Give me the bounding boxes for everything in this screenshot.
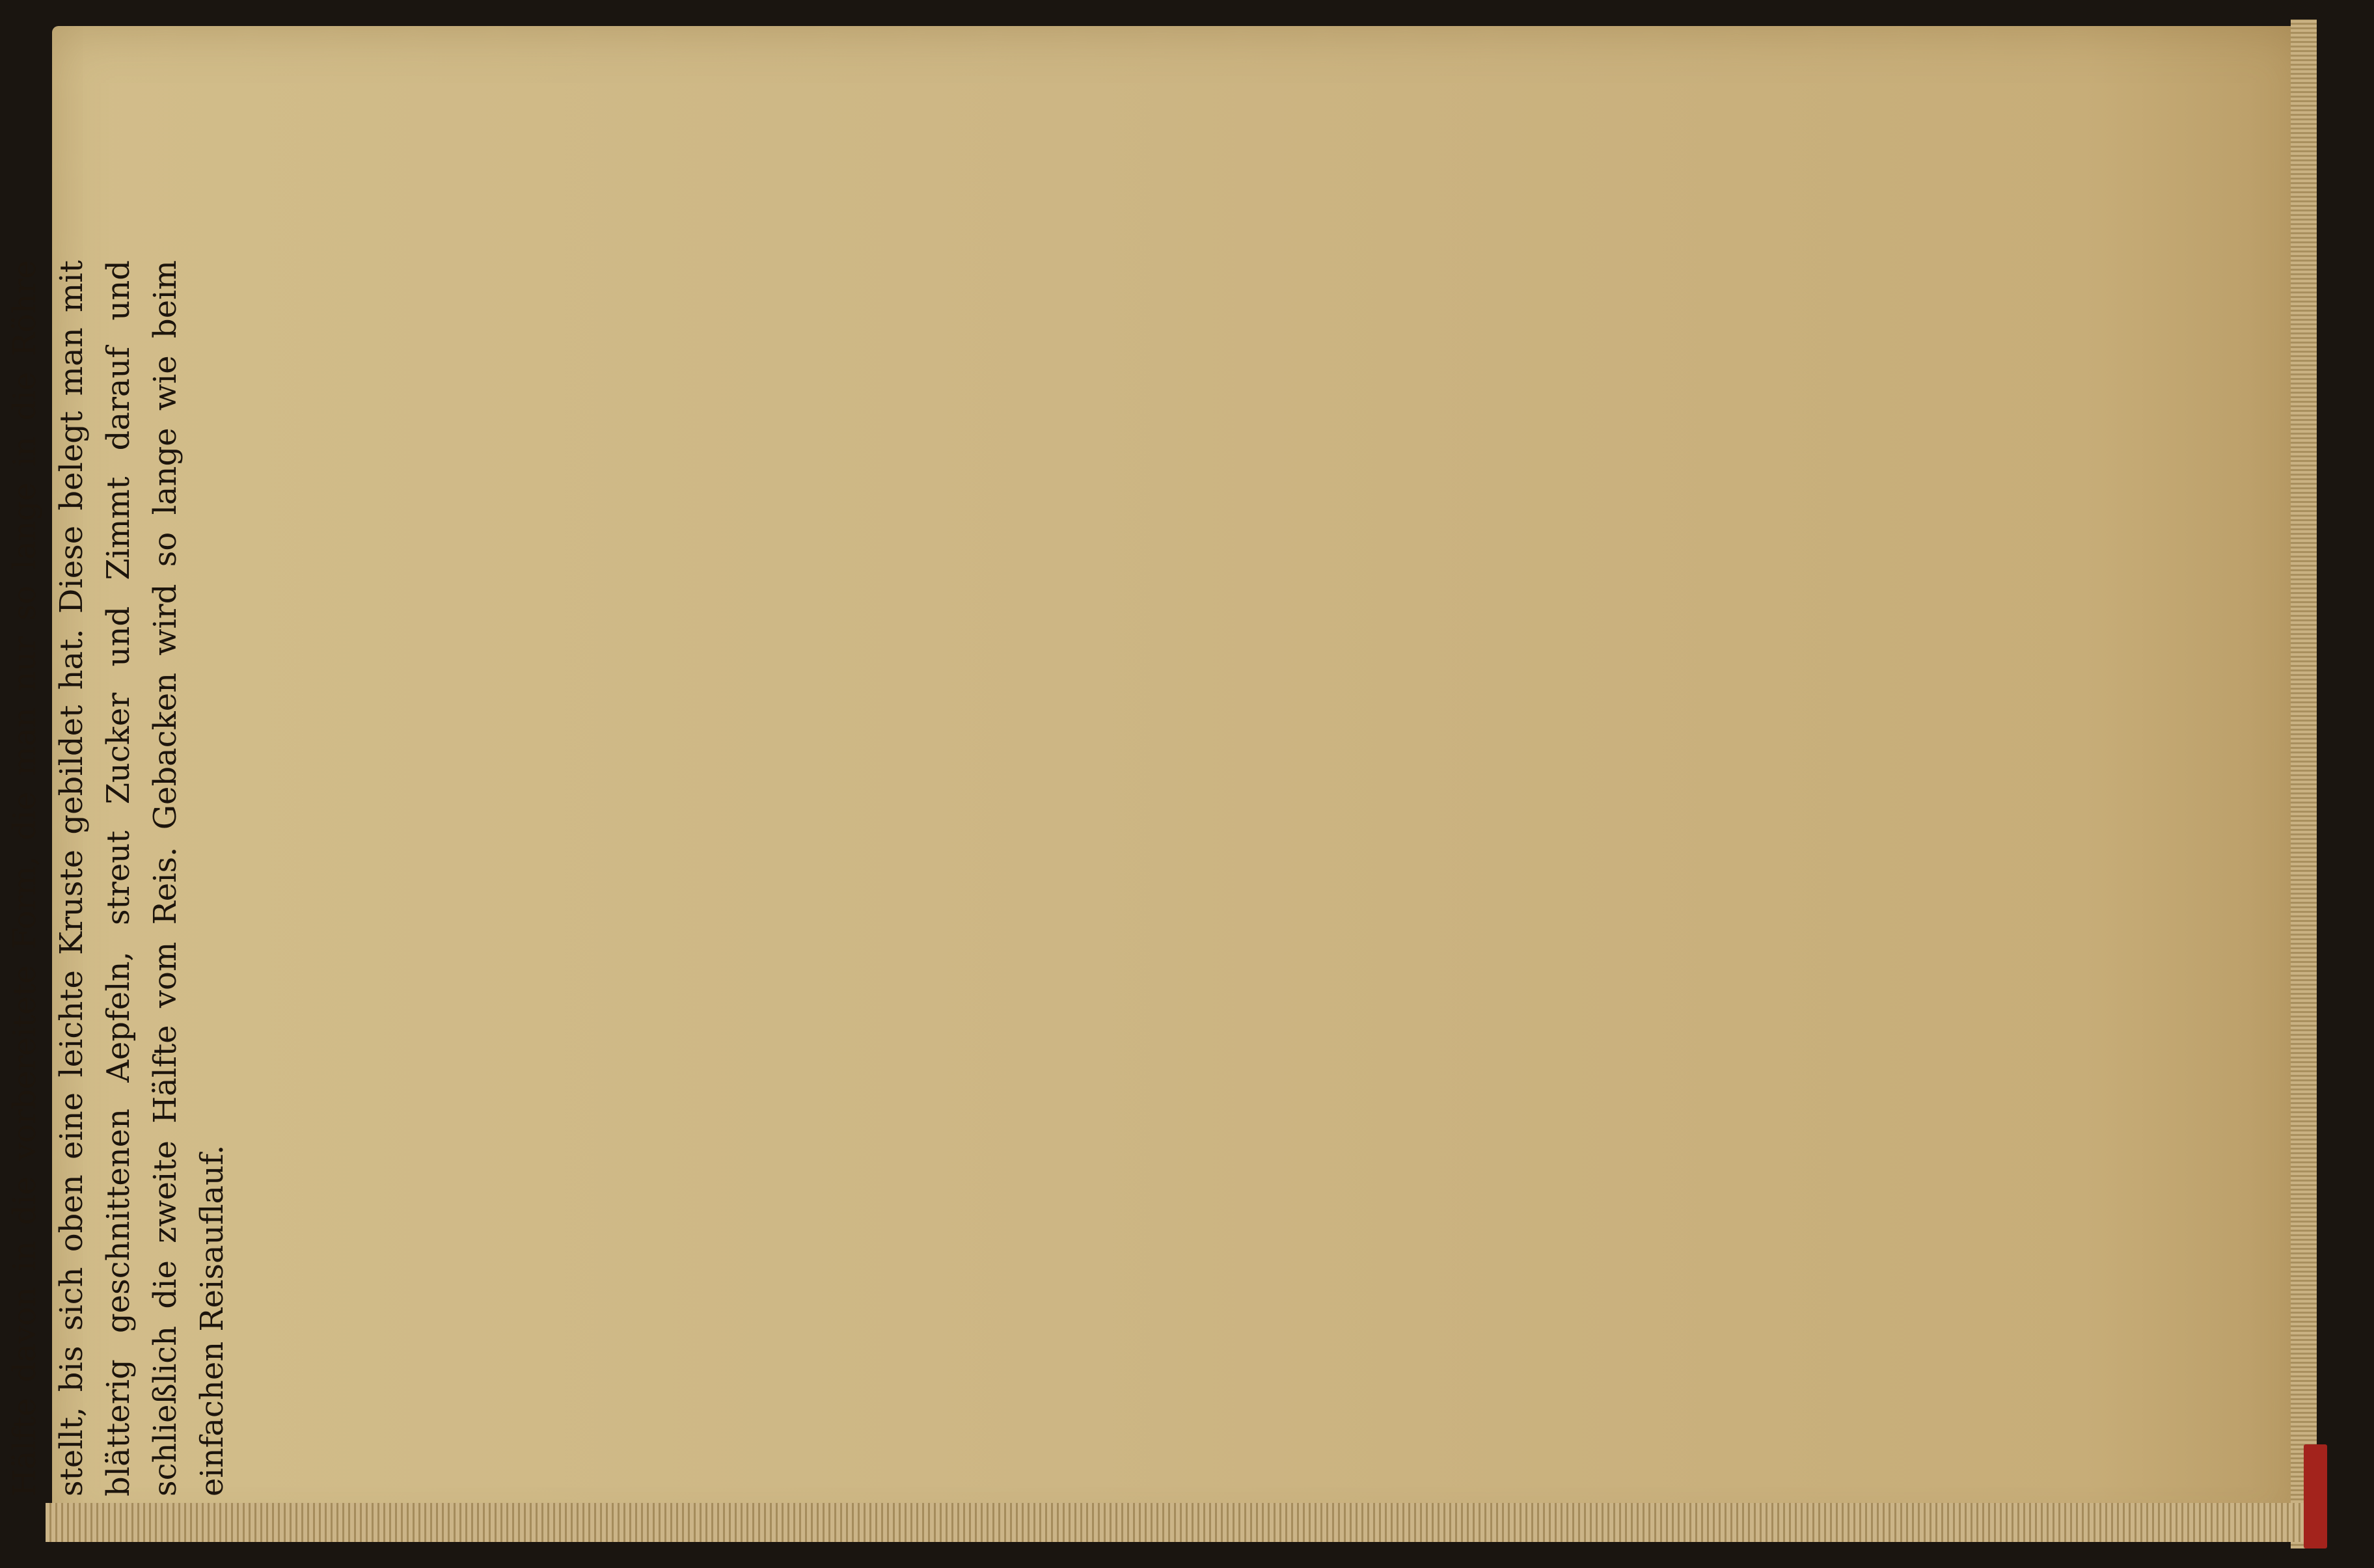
page-edges: [2291, 20, 2317, 1548]
section-body-873: Hälfte davon in die vorbereitete Form, die man nur so lange in die Röhre stellt, bis sich oben eine leichte Kruste gebildet hat. Diese belegt man mit blätterig geschnittenen Aepfeln, streut Zucker und Zimmt darauf und schließlich die zweite Hälfte vom Reis. Gebacken wird so lange wie beim einfachen Reisauflauf.: [7, 260, 230, 1496]
rotated-text-block: [7, 130, 2082, 1496]
red-bookmark-ribbon: [2304, 1444, 2327, 1548]
fore-edge: [46, 1503, 2310, 1542]
